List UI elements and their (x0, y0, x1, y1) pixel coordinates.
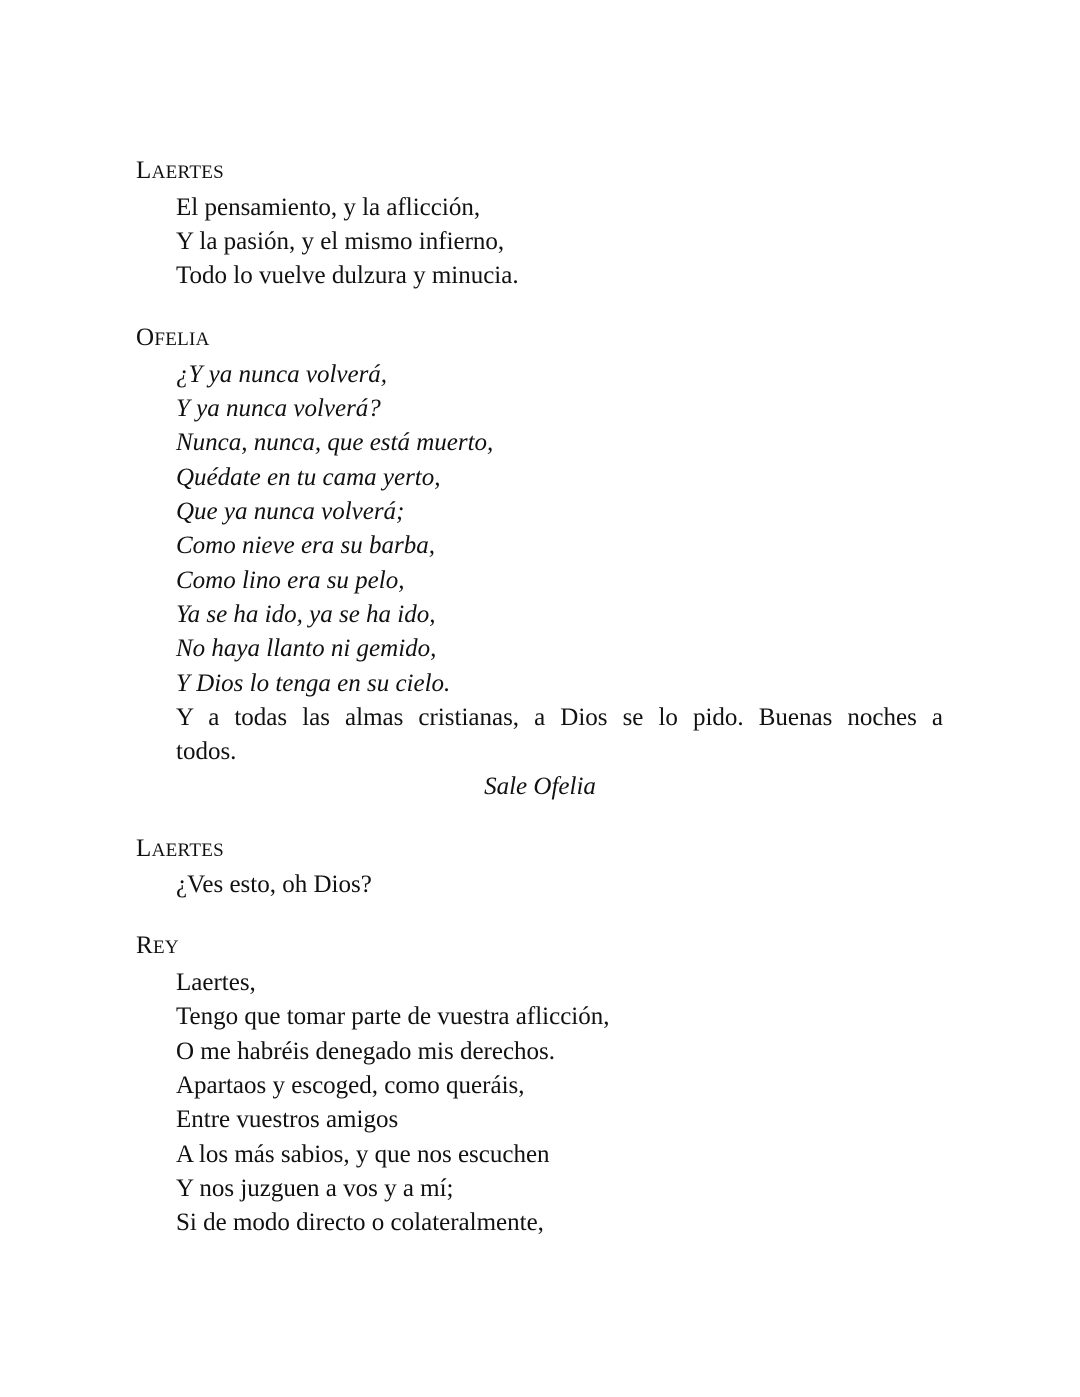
song-line: No haya llanto ni gemido, (176, 635, 437, 662)
prose-line: todos. (176, 738, 237, 765)
verse-line: Apartaos y escoged, como queráis, (176, 1072, 525, 1099)
song-line: Como nieve era su barba, (176, 532, 435, 559)
song-line: Nunca, nunca, que está muerto, (176, 429, 494, 456)
speaker-name-laertes: LAERTES (136, 835, 225, 862)
stage-direction: Sale Ofelia (484, 773, 596, 800)
verse-line: Laertes, (176, 969, 256, 996)
verse-line: El pensamiento, y la aflicción, (176, 194, 481, 221)
song-line: Que ya nunca volverá; (176, 498, 405, 525)
verse-line: Si de modo directo o colateralmente, (176, 1209, 544, 1236)
prose-paragraph (176, 701, 943, 769)
song-line: Ya se ha ido, ya se ha ido, (176, 601, 436, 628)
song-line: Quédate en tu cama yerto, (176, 464, 441, 491)
speaker-name-ofelia: OFELIA (136, 324, 210, 351)
verse-line: Todo lo vuelve dulzura y minucia. (176, 262, 519, 289)
verse-line: Y la pasión, y el mismo infierno, (176, 228, 505, 255)
verse-line: Tengo que tomar parte de vuestra aflicción, (176, 1003, 610, 1030)
verse-line: O me habréis denegado mis derechos. (176, 1038, 556, 1065)
verse-line: Entre vuestros amigos (176, 1106, 399, 1133)
song-line: Y Dios lo tenga en su cielo. (176, 670, 451, 697)
verse-line: ¿Ves esto, oh Dios? (176, 871, 372, 898)
speaker-name-laertes: LAERTES (136, 157, 225, 184)
verse-line: A los más sabios, y que nos escuchen (176, 1141, 550, 1168)
prose-line: Y a todas las almas cristianas, a Dios se lo pido. Buenas noches a (176, 704, 943, 731)
speaker-name-rey: REY (136, 932, 179, 959)
verse-line: Y nos juzguen a vos y a mí; (176, 1175, 454, 1202)
song-line: Como lino era su pelo, (176, 567, 405, 594)
song-line: Y ya nunca volverá? (176, 395, 381, 422)
song-line: ¿Y ya nunca volverá, (176, 361, 388, 388)
